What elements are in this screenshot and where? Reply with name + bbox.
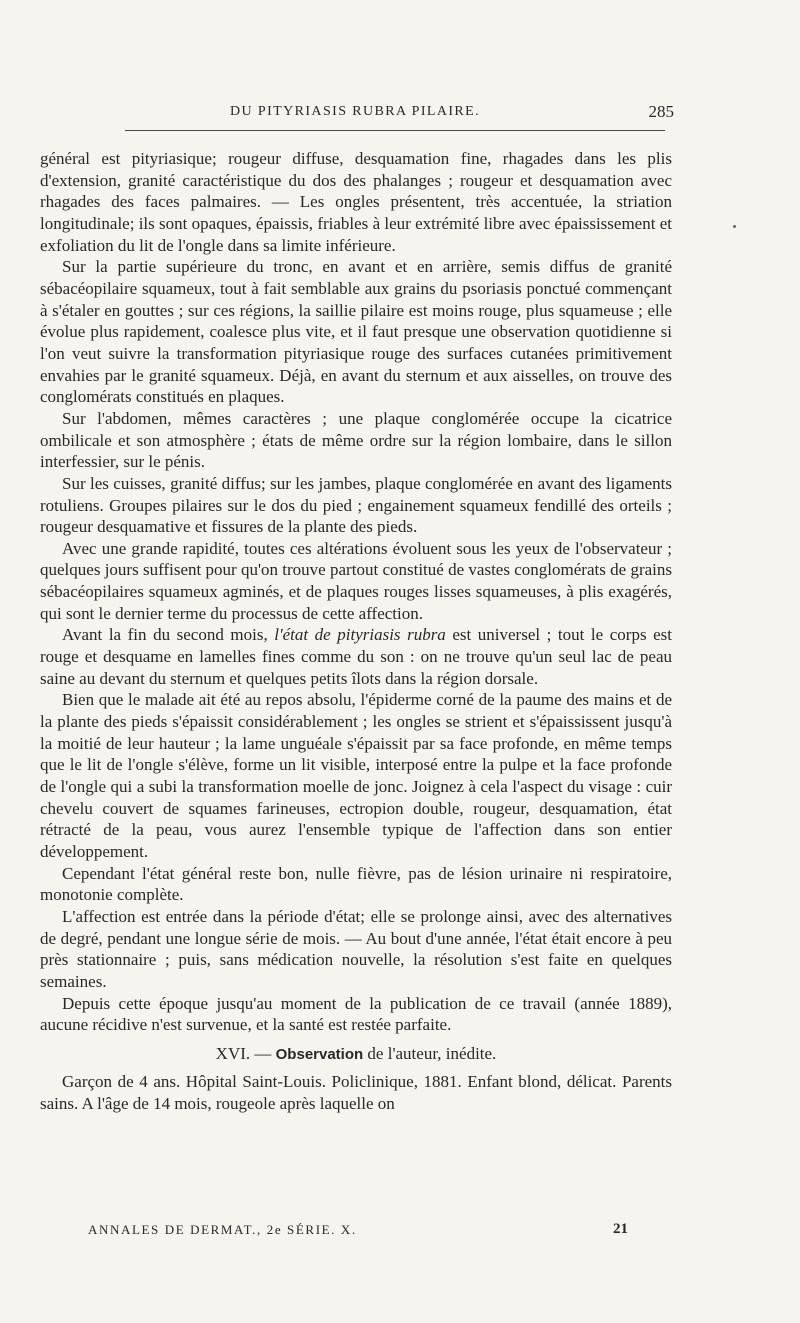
paragraph: Sur la partie supérieure du tronc, en avant et en arrière, semis diffus de granité sébacéopilaire squameux, tout à fait semblable aux grains du psoriasis ponctué commençant à s'étaler en gouttes ; sur ces régions, la saillie pilaire est moins rouge, plus squameuse ; elle évolue plus rapidement, coalesce plus vite, et il faut presque une observation quotidienne si l'on veut suivre la transformation pityriasique rouge des surfaces cutanées primitivement envahies par le granité squameux. Déjà, en avant du sternum et aux aisselles, on trouve des conglomérats constitués en plaques. — [40, 257, 672, 407]
header-rule — [125, 130, 665, 131]
observation-number: XVI. — — [215, 1043, 276, 1063]
observation-subtitle: de l'auteur, inédite. — [363, 1043, 497, 1063]
page-number: 285 — [648, 102, 674, 121]
paragraph: Bien que le malade ait été au repos absolu, l'épiderme corné de la paume des mains et de la plante des pieds s'épaissit considérablement ; les ongles se strient et s'épaississent jusqu'à la moitié de leur hauteur ; la lame unguéale s'épaissit par sa face profonde, en même temps que le lit de l'ongle s'élève, forme un lit visible, interposé entre la pulpe et la face profonde de l'ongle qui a subi la transformation moelle de jonc. Joignez à cela l'aspect du visage : cuir chevelu couvert de squames farineuses, ectropion double, rougeur, desquamation, état rétracté de la peau, vous aurez l'ensemble typique de l'affection dans son entier développement. — [40, 690, 672, 861]
paragraph — [40, 624, 672, 689]
journal-signature: ANNALES DE DERMAT., 2e SÉRIE. X. — [88, 1222, 357, 1237]
observation-label: Observation — [275, 1045, 364, 1063]
paragraph: L'affection est entrée dans la période d'état; elle se prolonge ainsi, avec des alternatives de degré, pendant une longue série de mois. — Au bout d'une année, l'état était encore à peu près stationnaire ; puis, sans médication nouvelle, la résolution s'est faite en quelques semaines. — [40, 906, 672, 991]
paragraph: Cependant l'état général reste bon, nulle fièvre, pas de lésion urinaire ni respiratoire, monotonie complète. — [40, 863, 672, 905]
running-head — [40, 104, 672, 128]
paragraph: Garçon de 4 ans. Hôpital Saint-Louis. Policlinique, 1881. Enfant blond, délicat. Parents sains. A l'âge de 14 mois, rougeole après laquelle on — [40, 1071, 672, 1113]
text-run: Avant la fin du second mois, — [62, 625, 275, 645]
text-run: est universel ; tout le corps est rouge et desquame en lamelles fines comme du son : on ne trouve qu'un seul lac de peau saine au devant du sternum et quelques petits îlots dans la région dorsale. — [40, 625, 672, 688]
body-text — [40, 148, 672, 1114]
italic-phrase: l'état de pityriasis rubra — [274, 625, 446, 645]
paragraph: Sur les cuisses, granité diffus; sur les jambes, plaque conglomérée en avant des ligaments rotuliens. Groupes pilaires sur le dos du pied ; engainement squameux fendillé des orteils ; rougeur desquamative et fissures de la plante des pieds. — [40, 473, 672, 537]
paper-speck — [733, 225, 736, 228]
paragraph: Depuis cette époque jusqu'au moment de la publication de ce travail (année 1889), aucune récidive n'est survenue, et la santé est restée parfaite. — [40, 993, 672, 1035]
paragraph: général est pityriasique; rougeur diffuse, desquamation fine, rhagades dans les plis d'extension, granité caractéristique du dos des phalanges ; rougeur et desquamation avec rhagades des faces palmaires. — Les ongles présentent, très accentuée, la striation longitudinale; ils sont opaques, épaissis, friables à leur extrémité libre avec épaississement et exfoliation du lit de l'ongle dans sa limite inférieure. — [40, 149, 672, 255]
sheet-signature: 21 — [613, 1221, 628, 1237]
running-title: DU PITYRIASIS RUBRA PILAIRE. — [230, 104, 480, 119]
footer — [88, 1222, 628, 1244]
paragraph: Avec une grande rapidité, toutes ces altérations évoluent sous les yeux de l'observateur ; quelques jours suffisent pour qu'on trouve partout constitué de vastes conglomérats de grains sébacéopilaires squameux agminés, et de plaques rouges lisses squameuses, à plis exagérés, qui sont le dernier terme du processus de cette affection. — [40, 538, 672, 623]
observation-heading — [40, 1042, 672, 1067]
paragraph: Sur l'abdomen, mêmes caractères ; une plaque conglomérée occupe la cicatrice ombilicale et son atmosphère ; états de même ordre sur la région lombaire, dans le sillon interfessier, sur le pénis. — [40, 408, 672, 472]
